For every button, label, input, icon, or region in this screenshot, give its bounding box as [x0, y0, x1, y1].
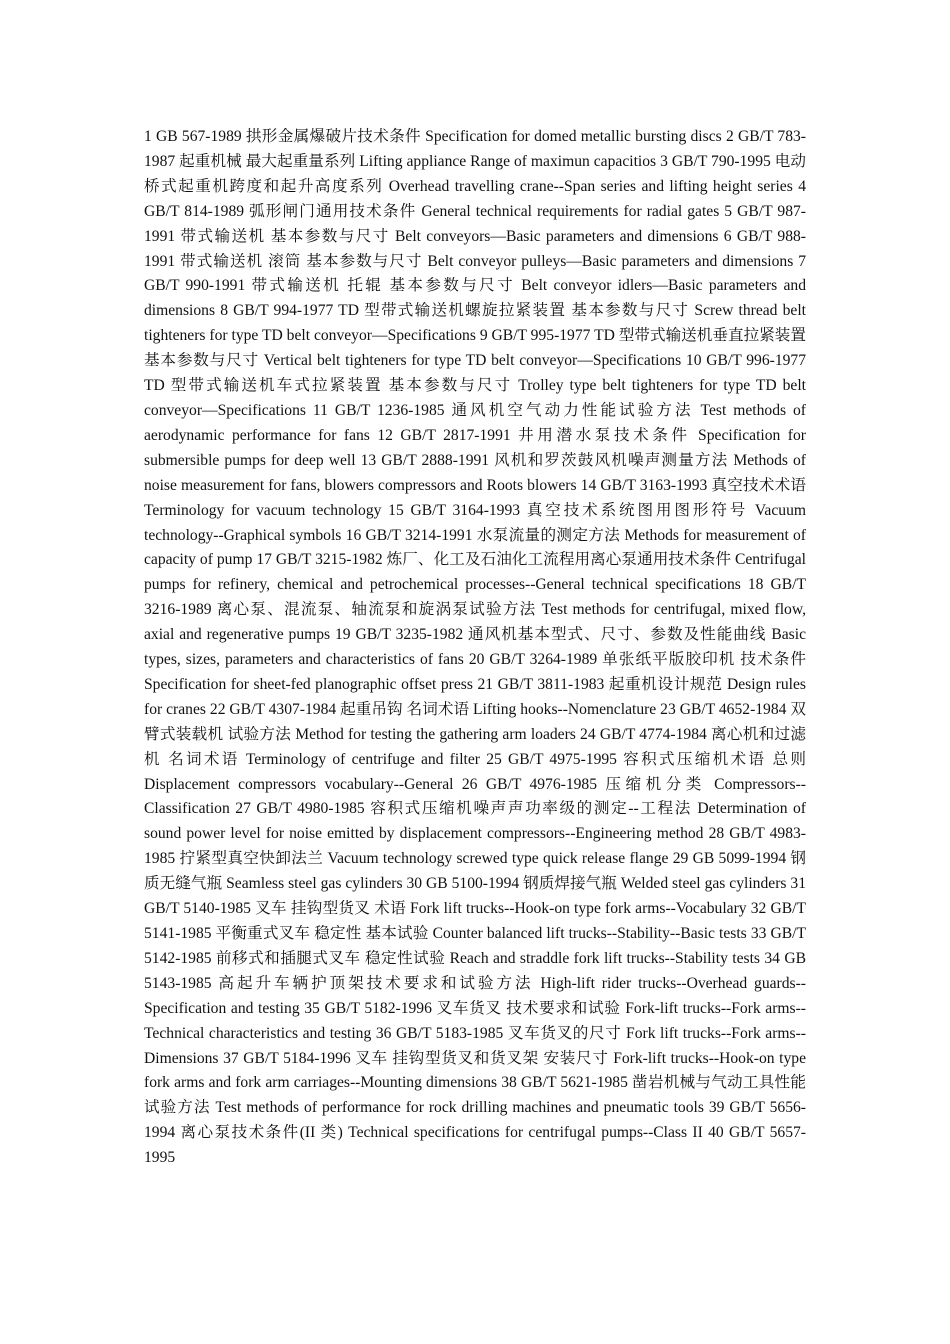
standards-list-paragraph	[144, 125, 806, 1171]
standard-entry: 33 GB/T 5142-1985 前移式和插腿式叉车 稳定性试验 Reach and straddle fork lift trucks--Stability tests	[144, 925, 806, 967]
standard-entry: 12 GB/T 2817-1991 井用潜水泵技术条件 Specification for submersible pumps for deep well	[144, 426, 806, 469]
standard-entry: 29 GB 5099-1994 钢质无缝气瓶 Seamless steel gas cylinders	[144, 850, 806, 893]
standard-entry: 21 GB/T 3811-1983 起重机设计规范 Design rules for cranes	[144, 675, 806, 718]
standard-entry: 11 GB/T 1236-1985 通风机空气动力性能试验方法 Test methods of aerodynamic performance for fans	[144, 401, 806, 444]
standard-entry: 26 GB/T 4976-1985 压缩机分类 Compressors--Classification	[144, 775, 806, 818]
standard-entry: 40 GB/T 5657-1995	[144, 1124, 806, 1167]
standard-entry: 8 GB/T 994-1977 TD 型带式输送机螺旋拉紧装置 基本参数与尺寸 Screw thread belt tighteners for type TD belt conveyor—Specifications	[144, 302, 807, 345]
standard-entry: 16 GB/T 3214-1991 水泵流量的测定方法 Methods for measurement of capacity of pump	[144, 526, 806, 569]
standard-entry: 34 GB 5143-1985 高起升车辆护顶架技术要求和试验方法 High-lift rider trucks--Overhead guards--Specification and testing	[144, 949, 806, 1017]
standard-entry: 3 GB/T 790-1995 电动桥式起重机跨度和起升高度系列 Overhead travelling crane--Span series and lifting height series	[144, 152, 806, 195]
standard-entry: 36 GB/T 5183-1985 叉车货叉的尺寸 Fork lift trucks--Fork arms--Dimensions	[144, 1024, 806, 1067]
standard-entry: 14 GB/T 3163-1993 真空技术术语 Terminology for vacuum technology	[144, 476, 806, 519]
standard-entry: 15 GB/T 3164-1993 真空技术系统图用图形符号 Vacuum technology--Graphical symbols	[144, 501, 807, 544]
standard-entry: 37 GB/T 5184-1996 叉车 挂钩型货叉和货叉架 安装尺寸 Fork-lift trucks--Hook-on type fork arms and fork arm carriages--Mounting dimensions	[144, 1049, 806, 1092]
standard-entry: 18 GB/T 3216-1989 离心泵、混流泵、轴流泵和旋涡泵试验方法 Test methods for centrifugal, mixed flow, axial and regenerative pumps	[144, 576, 806, 644]
standard-entry: 22 GB/T 4307-1984 起重吊钩 名词术语 Lifting hooks--Nomenclature	[209, 700, 657, 718]
standard-entry: 24 GB/T 4774-1984 离心机和过滤机 名词术语 Terminology of centrifuge and filter	[144, 725, 806, 768]
standard-entry: 4 GB/T 814-1989 弧形闸门通用技术条件 General technical requirements for radial gates	[144, 177, 806, 220]
standard-entry: 27 GB/T 4980-1985 容积式压缩机噪声声功率级的测定--工程法 Determination of sound power level for noise emitted by displacement compressors--Engineering method	[144, 800, 806, 843]
standard-entry: 32 GB/T 5141-1985 平衡重式叉车 稳定性 基本试验 Counter balanced lift trucks--Stability--Basic tests	[144, 900, 807, 942]
standard-entry: 30 GB 5100-1994 钢质焊接气瓶 Welded steel gas cylinders	[406, 875, 787, 893]
standard-entry: 25 GB/T 4975-1995 容积式压缩机术语 总则 Displacement compressors vocabulary--General	[144, 750, 806, 793]
standard-entry: 9 GB/T 995-1977 TD 型带式输送机垂直拉紧装置 基本参数与尺寸 Vertical belt tighteners for type TD belt conveyor—Specifications	[144, 327, 807, 370]
standard-entry: 39 GB/T 5656-1994 离心泵技术条件(II 类) Technical specifications for centrifugal pumps--Class II	[144, 1099, 806, 1142]
standard-entry: 10 GB/T 996-1977 TD 型带式输送机车式拉紧装置 基本参数与尺寸 Trolley type belt tighteners for type TD belt conveyor—Specifications	[144, 352, 807, 419]
standard-entry: 38 GB/T 5621-1985 凿岩机械与气动工具性能试验方法 Test methods of performance for rock drilling machines and pneumatic tools	[144, 1074, 806, 1117]
standard-entry: 7 GB/T 990-1991 带式输送机 托辊 基本参数与尺寸 Belt conveyor idlers—Basic parameters and dimensions	[144, 252, 806, 320]
standard-entry: 31 GB/T 5140-1985 叉车 挂钩型货叉 术语 Fork lift trucks--Hook-on type fork arms--Vocabulary	[144, 875, 807, 918]
standard-entry: 19 GB/T 3235-1982 通风机基本型式、尺寸、参数及性能曲线 Basic types, sizes, parameters and characteristics of fans	[144, 626, 806, 669]
standard-entry: 5 GB/T 987-1991 带式输送机 基本参数与尺寸 Belt conveyors—Basic parameters and dimensions	[144, 202, 806, 245]
standard-entry: 2 GB/T 783-1987 起重机械 最大起重量系列 Lifting appliance Range of maximun capacitios	[144, 128, 806, 170]
standard-entry: 1 GB 567-1989 拱形金属爆破片技术条件 Specification for domed metallic bursting discs	[144, 128, 722, 145]
standard-entry: 28 GB/T 4983-1985 拧紧型真空快卸法兰 Vacuum technology screwed type quick release flange	[144, 825, 807, 868]
standard-entry: 23 GB/T 4652-1984 双臂式装载机 试验方法 Method for testing the gathering arm loaders	[144, 700, 806, 743]
standard-entry: 20 GB/T 3264-1989 单张纸平版胶印机 技术条件 Specification for sheet-fed planographic offset press	[144, 651, 806, 693]
standard-entry: 13 GB/T 2888-1991 风机和罗茨鼓风机噪声测量方法 Methods of noise measurement for fans, blowers compressors and Roots blowers	[144, 451, 806, 494]
standard-entry: 35 GB/T 5182-1996 叉车货叉 技术要求和试验 Fork-lift trucks--Fork arms--Technical characteristics and testing	[144, 999, 806, 1042]
standard-entry: 6 GB/T 988-1991 带式输送机 滚筒 基本参数与尺寸 Belt conveyor pulleys—Basic parameters and dimensions	[144, 227, 806, 270]
standard-entry: 17 GB/T 3215-1982 炼厂、化工及石油化工流程用离心泵通用技术条件 Centrifugal pumps for refinery, chemical and petrochemical processes--General technical specifications	[144, 551, 806, 594]
